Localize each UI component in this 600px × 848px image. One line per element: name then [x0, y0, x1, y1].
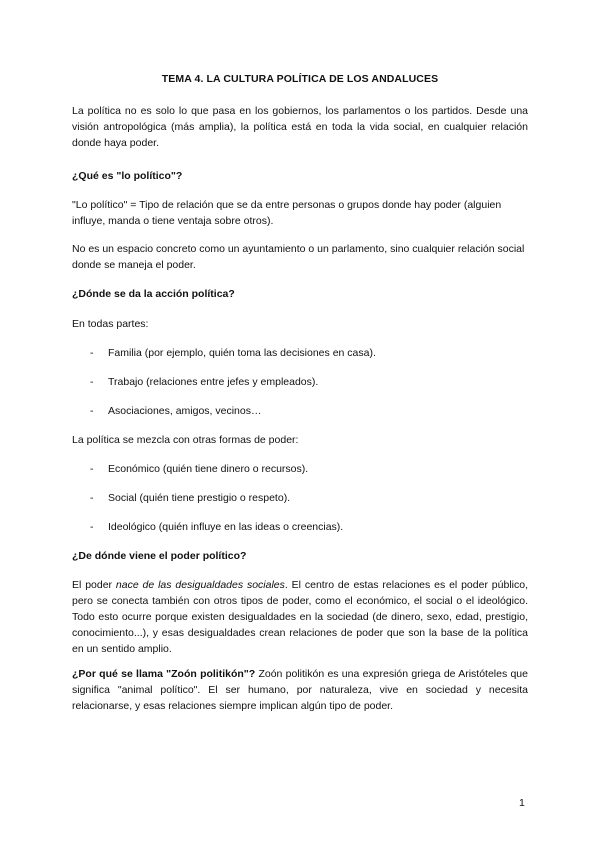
heading-zoon-politikon: ¿Por qué se llama "Zoón politikón"? — [72, 668, 256, 680]
page-number: 1 — [519, 797, 525, 809]
page-title: TEMA 4. LA CULTURA POLÍTICA DE LOS ANDALUCES — [161, 73, 439, 85]
heading-que-es-lo-politico: ¿Qué es "lo político"? — [72, 170, 183, 182]
mix-text: La política se mezcla con otras formas de poder: — [72, 434, 299, 446]
power-origin-paragraph: El poder nace de las desigualdades sociales. El centro de estas relaciones es el poder público, pero se conecta también con otros tipos de poder, como el económico, el social o el ideológico. Todo esto ocurre porque existen desigualdades en la sociedad (de dinero, sexo, edad, prestigio, conocimiento...), y esas desigualdades crean relaciones de poder que son la base de la política en un sentido amplio. — [72, 579, 529, 655]
intro-paragraph: La política no es solo lo que pasa en los gobiernos, los parlamentos o los partidos. Desde una visión antropológica (más amplia), la política está en toda la vida social, en cualquier relación donde haya poder. — [72, 105, 528, 149]
heading-de-donde-viene-poder: ¿De dónde viene el poder político? — [72, 550, 247, 562]
list-item: - Trabajo (relaciones entre jefes y empleados). — [90, 376, 319, 388]
list-item: - Ideológico (quién influye en las ideas o creencias). — [90, 521, 344, 533]
list-item: - Asociaciones, amigos, vecinos… — [90, 405, 262, 417]
not-a-space-paragraph: No es un espacio concreto como un ayuntamiento o un parlamento, sino cualquier relación social donde se maneja el poder. — [72, 243, 525, 271]
zoon-politikon-paragraph: ¿Por qué se llama "Zoón politikón"? Zoón politikón es una expresión griega de Aristóteles que significa "animal político". El ser humano, por naturaleza, vive en sociedad y necesita relacionarse, y esas relaciones siempre implican algún tipo de poder. — [72, 668, 528, 712]
list-item: - Económico (quién tiene dinero o recursos). — [90, 463, 309, 475]
everywhere-text: En todas partes: — [72, 318, 149, 330]
definition-paragraph: "Lo político" = Tipo de relación que se da entre personas o grupos donde hay poder (alguien influye, manda o tiene ventaja sobre otros). — [72, 199, 502, 227]
heading-donde-accion-politica: ¿Dónde se da la acción política? — [72, 288, 235, 300]
list-item: - Familia (por ejemplo, quién toma las decisiones en casa). — [90, 347, 376, 359]
list-item: - Social (quién tiene prestigio o respeto). — [90, 492, 291, 504]
